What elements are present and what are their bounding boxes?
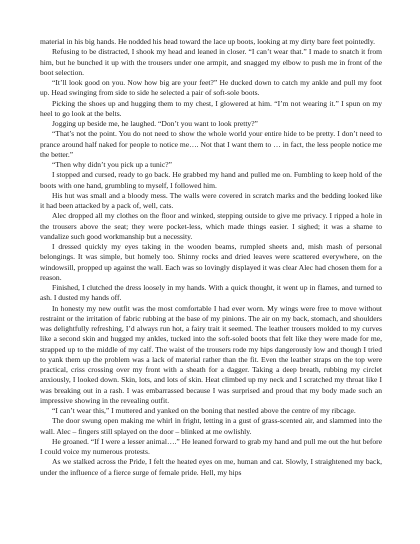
paragraph: Finished, I clutched the dress loosely in my hands. With a quick thought, it went up in flames, and turned to ash. I dusted my hands off. (40, 283, 382, 303)
paragraph: The door swung open making me whirl in fright, letting in a gust of grass-scented air, and slammed into the wall. Alec – fingers still splayed on the door – blinked at me owlishly. (40, 416, 382, 436)
paragraph: “Then why didn’t you pick up a tunic?” (52, 160, 172, 169)
paragraph: “It’ll look good on you. Now how big are your feet?” He ducked down to catch my ankle and pull my foot up. Head swinging from side to side he selected a pair of soft-sole boots. (40, 78, 382, 98)
paragraph: Jogging up beside me, he laughed. “Don’t you want to look pretty?” (52, 119, 258, 128)
paragraph: Refusing to be distracted, I shook my head and leaned in closer. “I can’t wear that.” I made to snatch it from him, but he bunched it up with the trousers under one armpit, and snagged my elbow to push me in front of the boot selection. (40, 47, 382, 77)
paragraph: In honesty my new outfit was the most comfortable I had ever worn. My wings were free to move without restraint or the irritation of fabric rubbing at the base of my pinions. The air on my back, stomach, and shoulders was delightfully refreshing, I’d always run hot, a fairy trait it seemed. The leather trousers molded to my curves like a second skin and hugged my ankles, tucked into the soft-soled boots that felt like they were made for me, strapped up to the middle of my calf. The waist of the trousers rode my hips dangerously low and though I tried to yank them up the problem was a lack of material rather than the fit. Even the leather straps on the top were practical, criss crossing over my front with a sheath for a dagger. Taking a deep breath, rubbing my circlet anxiously, I looked down. Skin, lots, and lots of skin. Heat climbed up my neck and I scratched my throat like I was breaking out in a rash. I was embarrassed because I was surprised and proud that my body made such an impressive showing in the revealing outfit. (40, 303, 382, 405)
paragraph: I stopped and cursed, ready to go back. He grabbed my hand and pulled me on. Fumbling to keep hold of the boots with one hand, grumbling to myself, I followed him. (40, 170, 382, 190)
paragraph: “That’s not the point. You do not need to show the whole world your entire hide to be pretty. I don’t need to prance around half naked for people to notice me…. Not that I want them to … in fact, the less people notice me the better.” (40, 129, 382, 159)
paragraph: I dressed quickly my eyes taking in the wooden beams, rumpled sheets and, mish mash of personal belongings. It was simple, but homely too. Shinny rocks and dried leaves were scattered everywhere, on the windowsill, propped up against the wall. Each was so lovingly displayed it was clear Alec had chosen them for a reason. (40, 242, 382, 282)
paragraph: His hut was small and a bloody mess. The walls were covered in scratch marks and the bedding looked like it had been attacked by a pack of, well, cats. (40, 190, 382, 210)
paragraph: As we stalked across the Pride, I felt the heated eyes on me, human and cat. Slowly, I straightened my back, under the influence of a fierce surge of female pride. Hell, my hips (40, 457, 382, 477)
paragraph: Picking the shoes up and hugging them to my chest, I glowered at him. “I’m not wearing it.” I spun on my heel to go look at the belts. (40, 98, 382, 118)
paragraph: Alec dropped all my clothes on the floor and winked, stepping outside to give me privacy. I ripped a hole in the trousers above the seat; they were pocket-less, which made things easier. I sighed; it was a shame to vandalize such good workmanship but a necessity. (40, 211, 382, 241)
paragraph: He groaned. “If I were a lesser animal….” He leaned forward to grab my hand and pull me out the hut before I could voice my numerous protests. (40, 436, 382, 456)
paragraph: “I can’t wear this,” I muttered and yanked on the boning that nestled above the centre of my ribcage. (52, 406, 356, 415)
paragraph: material in his big hands. He nodded his head toward the lace up boots, looking at my dirty bare feet pointedly. (40, 37, 376, 46)
